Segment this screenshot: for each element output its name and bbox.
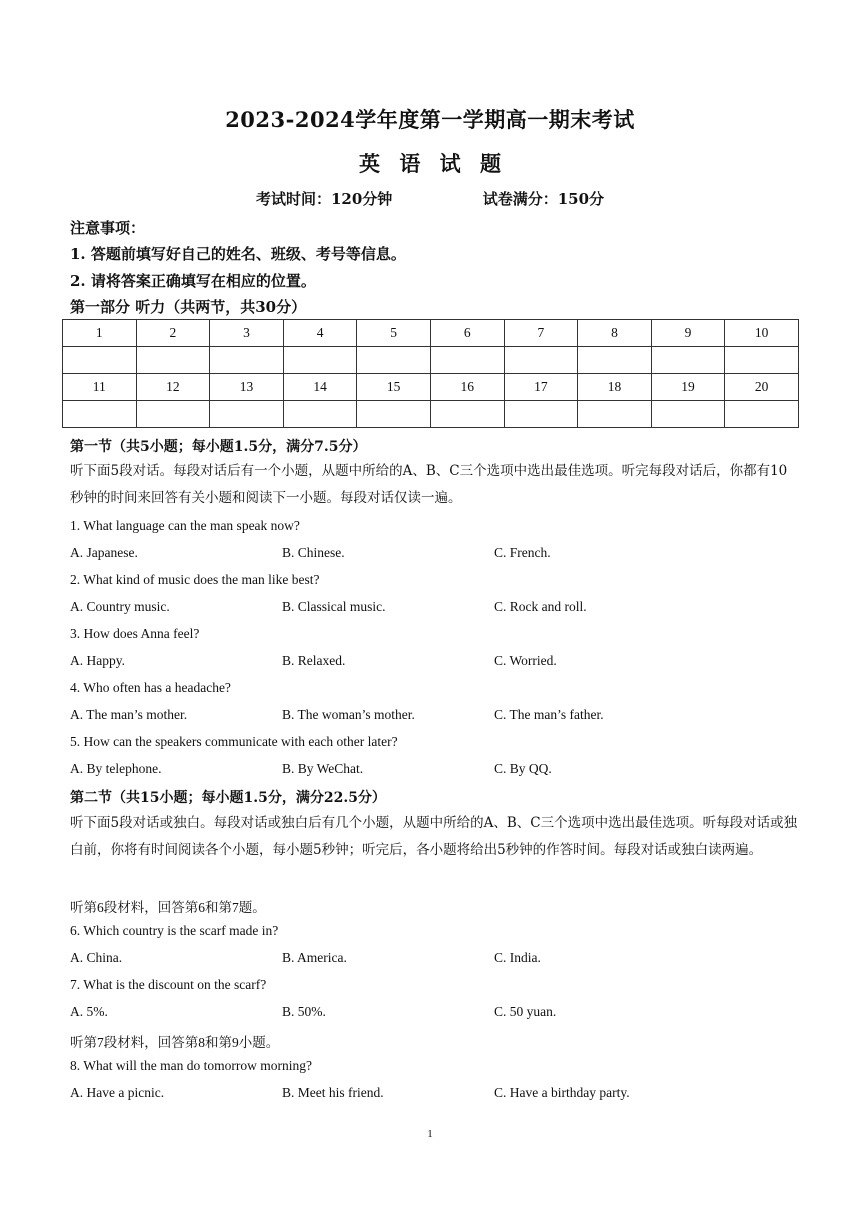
answer-blank-cell[interactable] (283, 401, 357, 428)
option-c: C. Rock and roll. (494, 599, 587, 614)
option-c: C. Worried. (494, 653, 557, 668)
answer-header-row (63, 374, 799, 401)
answer-number-cell: 19 (651, 374, 725, 401)
answer-number-cell: 13 (210, 374, 284, 401)
answer-blank-cell[interactable] (578, 401, 652, 428)
question-8: 8. What will the man do tomorrow morning? (70, 1058, 312, 1073)
answer-blank-cell[interactable] (63, 347, 137, 374)
question-6: 6. Which country is the scarf made in? (70, 923, 279, 938)
question-3: 3. How does Anna feel? (70, 626, 200, 641)
answer-blank-cell[interactable] (136, 347, 210, 374)
answer-number-cell: 1 (63, 320, 137, 347)
option-a: A. Country music. (70, 599, 170, 614)
answer-number-cell: 14 (283, 374, 357, 401)
answer-blank-cell[interactable] (725, 401, 799, 428)
answer-blank-cell[interactable] (725, 347, 799, 374)
answer-number-cell: 4 (283, 320, 357, 347)
answer-blank-cell[interactable] (430, 401, 504, 428)
answer-blank-cell[interactable] (210, 347, 284, 374)
answer-blank-cell[interactable] (357, 347, 431, 374)
subtitle-char: 英 (359, 151, 381, 176)
part1-heading: 第一部分 听力（共两节，共30分） (70, 298, 307, 316)
option-b: B. By WeChat. (282, 761, 364, 776)
option-b: B. 50%. (282, 1004, 326, 1019)
answer-number-cell: 7 (504, 320, 578, 347)
question-5: 5. How can the speakers communicate with each other later? (70, 734, 398, 749)
option-c: C. French. (494, 545, 551, 560)
answer-blank-cell[interactable] (651, 401, 725, 428)
option-a: A. Happy. (70, 653, 125, 668)
answer-number-cell: 12 (136, 374, 210, 401)
exam-score: 试卷满分：150分 (482, 190, 605, 208)
note-item: 2. 请将答案正确填写在相应的位置。 (70, 272, 316, 290)
option-a: A. Have a picnic. (70, 1085, 165, 1100)
option-b: B. Classical music. (282, 599, 386, 614)
answer-blank-cell[interactable] (430, 347, 504, 374)
option-a: A. 5%. (70, 1004, 108, 1019)
answer-number-cell: 8 (578, 320, 652, 347)
option-a: A. By telephone. (70, 761, 162, 776)
answer-blank-cell[interactable] (651, 347, 725, 374)
option-a: A. The man’s mother. (70, 707, 188, 722)
option-b: B. Relaxed. (282, 653, 346, 668)
subtitle-char: 题 (479, 151, 501, 176)
question-1: 1. What language can the man speak now? (70, 518, 300, 533)
answer-number-cell: 3 (210, 320, 284, 347)
exam-time: 考试时间：120分钟 (255, 190, 393, 208)
question-4: 4. Who often has a headache? (70, 680, 231, 695)
option-c: C. The man’s father. (494, 707, 604, 722)
answer-blank-cell[interactable] (63, 401, 137, 428)
answer-blank-cell[interactable] (578, 347, 652, 374)
exam-subtitle (0, 148, 860, 178)
exam-info (0, 188, 860, 209)
question-2: 2. What kind of music does the man like best? (70, 572, 320, 587)
option-b: B. Meet his friend. (282, 1085, 384, 1100)
option-b: B. America. (282, 950, 347, 965)
answer-blank-cell[interactable] (504, 347, 578, 374)
answer-number-cell: 9 (651, 320, 725, 347)
option-c: C. 50 yuan. (494, 1004, 557, 1019)
answer-blank-cell[interactable] (504, 401, 578, 428)
subtitle-char: 语 (399, 151, 421, 176)
answer-number-cell: 5 (357, 320, 431, 347)
section1-heading: 第一节（共5小题；每小题1.5分，满分7.5分） (70, 439, 367, 455)
notes-heading: 注意事项： (70, 219, 146, 237)
answer-number-cell: 20 (725, 374, 799, 401)
page-number: 1 (427, 1128, 433, 1140)
answer-blank-cell[interactable] (136, 401, 210, 428)
material-7-note: 听第7段材料，回答第8和第9小题。 (70, 1035, 280, 1050)
answer-header-row (63, 320, 799, 347)
answer-number-cell: 11 (63, 374, 137, 401)
answer-number-cell: 17 (504, 374, 578, 401)
option-c: C. By QQ. (494, 761, 552, 776)
option-a: A. Japanese. (70, 545, 138, 560)
answer-blank-row (63, 347, 799, 374)
answer-blank-cell[interactable] (210, 401, 284, 428)
answer-blank-cell[interactable] (357, 401, 431, 428)
exam-title: 2023-2024学年度第一学期高一期末考试 (225, 107, 635, 132)
note-item: 1. 答题前填写好自己的姓名、班级、考号等信息。 (70, 245, 406, 263)
material-6-note: 听第6段材料，回答第6和第7题。 (70, 900, 266, 915)
answer-number-cell: 18 (578, 374, 652, 401)
section2-heading: 第二节（共15小题；每小题1.5分，满分22.5分） (70, 790, 386, 806)
answer-blank-row (63, 401, 799, 428)
answer-number-cell: 16 (430, 374, 504, 401)
answer-number-cell: 10 (725, 320, 799, 347)
section2-instruction: 听下面5段对话或独白。每段对话或独白后有几个小题，从题中所给的A、B、C三个选项中选出最佳选项。听每段对话或独白前，你将有时间阅读各个小题，每小题5秒钟；听完后，各小题将给出5秒钟的作答时间。每段对话或独白读两遍。 (70, 815, 798, 858)
option-a: A. China. (70, 950, 123, 965)
subtitle-char: 试 (439, 151, 461, 176)
option-b: B. Chinese. (282, 545, 345, 560)
option-c: C. Have a birthday party. (494, 1085, 630, 1100)
answer-table (62, 319, 799, 428)
option-b: B. The woman’s mother. (282, 707, 415, 722)
question-7: 7. What is the discount on the scarf? (70, 977, 267, 992)
answer-number-cell: 6 (430, 320, 504, 347)
answer-number-cell: 15 (357, 374, 431, 401)
answer-blank-cell[interactable] (283, 347, 357, 374)
answer-number-cell: 2 (136, 320, 210, 347)
option-c: C. India. (494, 950, 541, 965)
section1-instruction: 听下面5段对话。每段对话后有一个小题，从题中所给的A、B、C三个选项中选出最佳选项。听完每段对话后，你都有10秒钟的时间来回答有关小题和阅读下一小题。每段对话仅读一遍。 (70, 463, 788, 506)
